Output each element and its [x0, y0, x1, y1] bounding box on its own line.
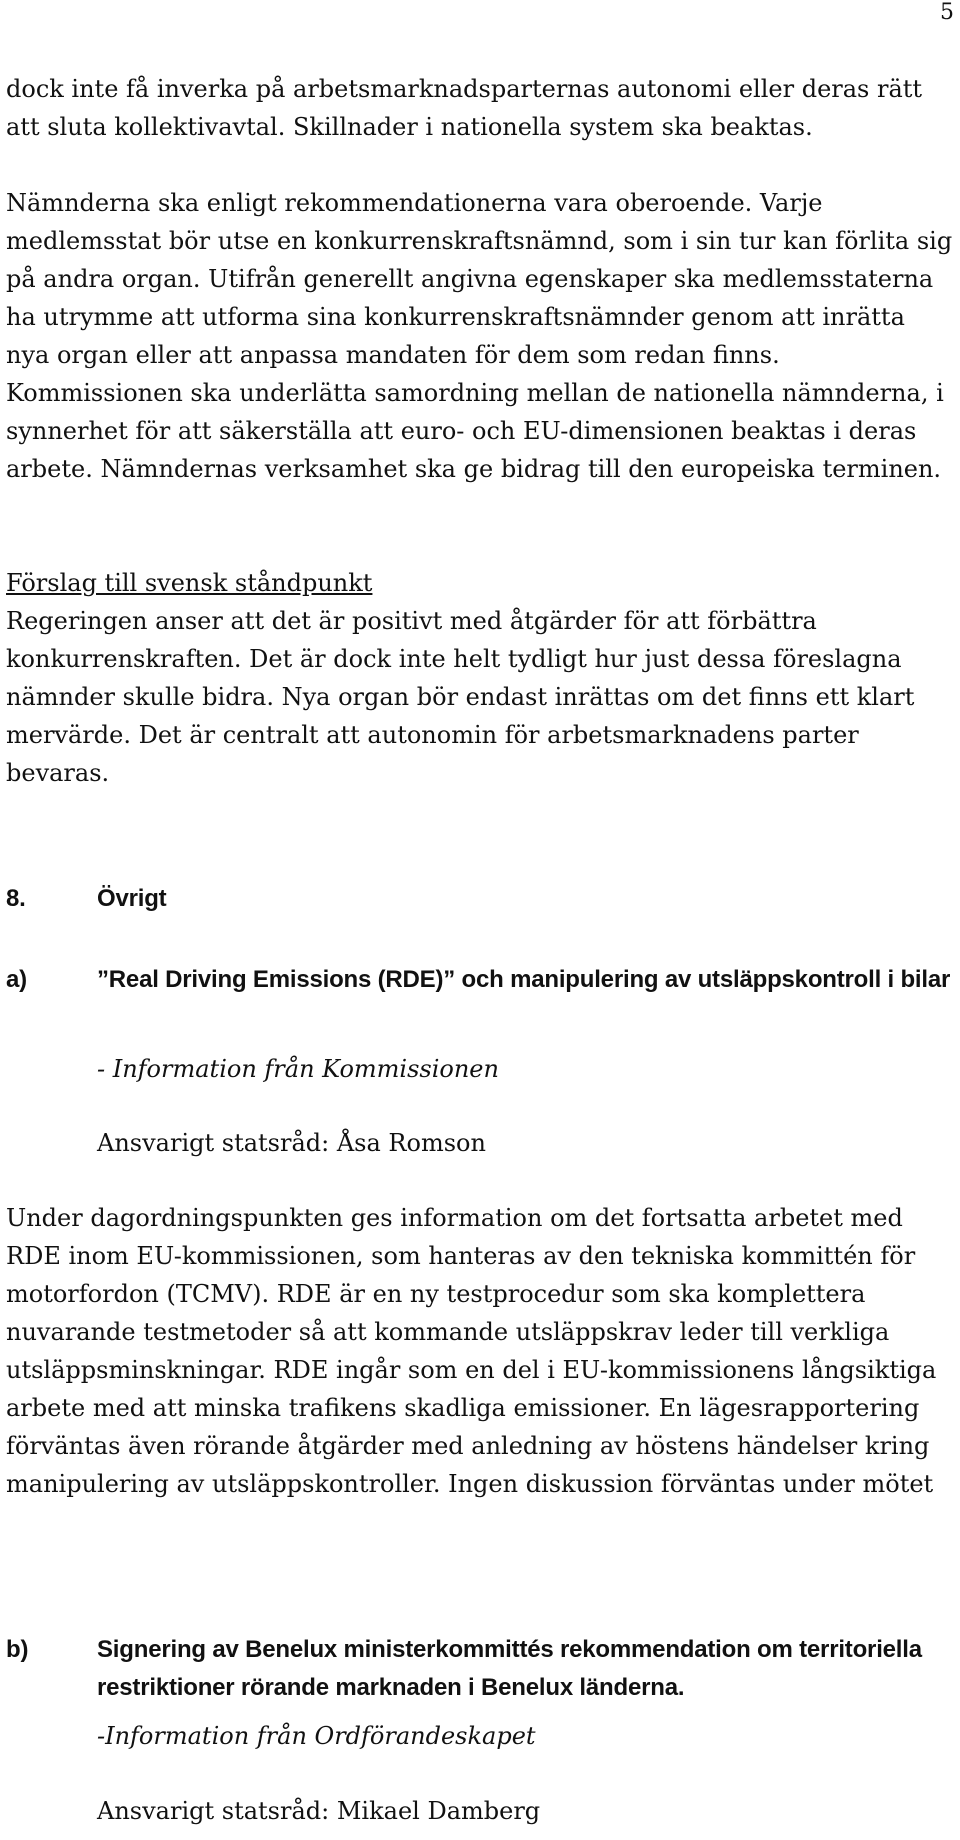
- item-a-body: Under dagordningspunkten ges information om det fortsatta arbetet med RDE inom EU-kommissionen, som hanteras av den tekniska kommittén för motorfordon (TCMV). RDE är en ny testprocedur som ska komplettera nuvarande testmetoder så att kommande utsläppskrav leder till verkliga utsläppsminskningar. RDE ingår som en del i EU-kommissionens långsiktiga arbete med att minska trafikens skadliga emissioner. En lägesrapportering förväntas även rörande åtgärder med anledning av höstens händelser kring manipulering av utsläppskontroller. Ingen diskussion förväntas under mötet: [6, 1204, 937, 1498]
- item-b-info: -Information från Ordförandeskapet: [97, 1722, 536, 1750]
- paragraph-committees: Nämnderna ska enligt rekommendationerna vara oberoende. Varje medlemsstat bör utse en konkurrenskraftsnämnd, som i sin tur kan förlita sig på andra organ. Utifrån generellt angivna egenskaper ska medlemsstaterna ha utrymme att utforma sina konkurrenskraftsnämnder genom att inrätta nya organ eller att anpassa mandaten för dem som redan finns. Kommissionen ska underlätta samordning mellan de nationella nämnderna, i synnerhet för att säkerställa att euro- och EU-dimensionen beaktas i deras arbete. Nämndernas verksamhet ska ge bidrag till den europeiska terminen.: [6, 189, 953, 483]
- paragraph-autonomy: dock inte få inverka på arbetsmarknadsparternas autonomi eller deras rätt att sluta kollektivavtal. Skillnader i nationella system ska beaktas.: [6, 75, 923, 141]
- page-number: 5: [940, 0, 954, 25]
- item-b-minister: Ansvarigt statsråd: Mikael Damberg: [97, 1797, 541, 1825]
- item-b-letter: b): [6, 1636, 29, 1663]
- section-number: 8.: [6, 885, 26, 912]
- section-title: Övrigt: [97, 885, 167, 912]
- item-a-letter: a): [6, 966, 27, 993]
- item-a-title: ”Real Driving Emissions (RDE)” och manipulering av utsläppskontroll i bilar: [97, 966, 951, 993]
- position-text: Regeringen anser att det är positivt med åtgärder för att förbättra konkurrenskraften. Det är dock inte helt tydligt hur just dessa föreslagna nämnder skulle bidra. Nya organ bör endast inrättas om det finns ett klart mervärde. Det är centralt att autonomin för arbetsmarknadens parter bevaras.: [6, 607, 915, 787]
- item-a-info: - Information från Kommissionen: [97, 1055, 499, 1083]
- position-heading: Förslag till svensk ståndpunkt: [6, 569, 373, 597]
- item-b-title: Signering av Benelux ministerkommittés rekommendation om territoriella restriktioner rörande marknaden i Benelux länderna.: [97, 1636, 922, 1701]
- item-a-minister: Ansvarigt statsråd: Åsa Romson: [97, 1129, 486, 1157]
